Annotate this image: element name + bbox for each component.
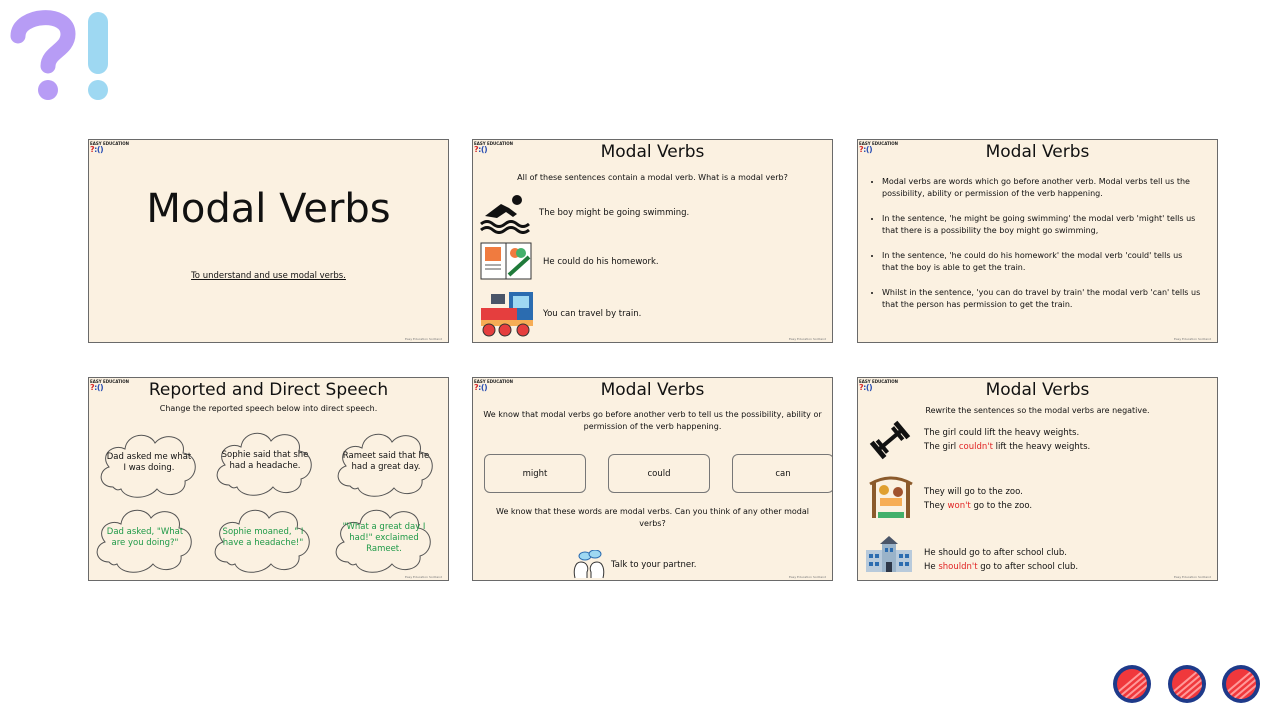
- slide-thumbnail-5[interactable]: [472, 377, 833, 581]
- list-item: [479, 238, 826, 286]
- slide-thumbnail-2[interactable]: [472, 139, 833, 343]
- zoo-icon: [866, 472, 916, 522]
- list-item: [479, 189, 826, 237]
- positive-sentence: They will go to the zoo.: [924, 487, 1023, 497]
- positive-sentence: The girl could lift the heavy weights.: [924, 428, 1080, 438]
- slide-title: Modal Verbs: [600, 380, 705, 400]
- slide-intro: We know that modal verbs go before another verb to tell us the possibility, ability or permission of the verb happening.: [483, 410, 822, 431]
- slide-footer: Easy Education Scotland: [789, 575, 826, 579]
- slide-subtitle: To understand and use modal verbs.: [191, 271, 346, 281]
- example-item: [924, 426, 1211, 454]
- slide-title: Modal Verbs: [985, 380, 1090, 400]
- list-item: [479, 290, 826, 338]
- reported-speech-cloud: Dad asked me what I was doing.: [95, 425, 203, 501]
- slide-thumbnail-3[interactable]: [857, 139, 1218, 343]
- decorative-dot: [1113, 665, 1151, 703]
- slide-footer: Easy Education Scotland: [405, 337, 442, 341]
- decorative-dot: [1222, 665, 1260, 703]
- slide-footer: Easy Education Scotland: [405, 575, 442, 579]
- negative-sentence: They won't go to the zoo.: [924, 501, 1033, 511]
- train-icon: [479, 290, 535, 338]
- example-item: [924, 546, 1211, 574]
- modal-word-card: could: [608, 454, 710, 493]
- modal-word-card: might: [484, 454, 586, 493]
- modal-word-card: can: [732, 454, 833, 493]
- homework-icon: [479, 241, 535, 283]
- slide-title: Reported and Direct Speech: [148, 380, 389, 400]
- sentence-text: You can travel by train.: [543, 309, 642, 319]
- brand-logo: EASY EDUCATION ?:(): [474, 141, 513, 154]
- school-icon: [864, 534, 914, 574]
- slide-footer: Easy Education Scotland: [1174, 337, 1211, 341]
- slide-thumbnail-6[interactable]: [857, 377, 1218, 581]
- dumbbell-icon: [868, 420, 912, 460]
- slide-footer: Easy Education Scotland: [1174, 575, 1211, 579]
- decorative-dot: [1168, 665, 1206, 703]
- bullet-item: • Whilst in the sentence, 'you can do travel by train' the modal verb 'can' tells us that the person has permission to get the train.: [882, 287, 1201, 311]
- talk-text: Talk to your partner.: [611, 560, 697, 570]
- negative-sentence: The girl couldn't lift the heavy weights.: [924, 442, 1091, 452]
- negative-sentence: He shouldn't go to after school club.: [924, 562, 1079, 572]
- direct-speech-cloud: "What a great day I had!" exclaimed Rameet.: [330, 500, 438, 576]
- slide-footer: Easy Education Scotland: [789, 337, 826, 341]
- slide-instruction: All of these sentences contain a modal verb. What is a modal verb?: [517, 173, 788, 182]
- brand-logo: EASY EDUCATION ?:(): [474, 379, 513, 392]
- brand-logo: EASY EDUCATION ?:(): [859, 141, 898, 154]
- swimmer-icon: [479, 192, 531, 234]
- direct-speech-cloud: Sophie moaned, " I have a headache!": [209, 500, 317, 576]
- talking-heads-icon: [571, 550, 607, 580]
- slide-thumbnail-1[interactable]: [88, 139, 449, 343]
- example-item: [924, 485, 1211, 513]
- slide-thumbnail-4[interactable]: [88, 377, 449, 581]
- bullet-list: [872, 176, 1201, 324]
- bullet-item: • In the sentence, 'he might be going swimming' the modal verb 'might' tells us that there is a possibility the boy might go swimming,: [882, 213, 1201, 237]
- sentence-text: He could do his homework.: [543, 257, 659, 267]
- brand-logo: EASY EDUCATION ?:(): [90, 141, 129, 154]
- brand-logo: EASY EDUCATION ?:(): [90, 379, 129, 392]
- reported-speech-cloud: Sophie said that she had a headache.: [211, 423, 319, 499]
- direct-speech-cloud: Dad asked, "What are you doing?": [91, 500, 199, 576]
- slide-instruction: Change the reported speech below into direct speech.: [159, 404, 378, 413]
- slide-title: Modal Verbs: [146, 186, 391, 232]
- question-exclaim-logo: [10, 6, 120, 106]
- slide-title: Modal Verbs: [985, 142, 1090, 162]
- talk-prompt: [571, 550, 697, 580]
- slide-question: We know that these words are modal verbs. Can you think of any other modal verbs?: [496, 507, 809, 528]
- sentence-text: The boy might be going swimming.: [539, 208, 690, 218]
- slide-instruction: Rewrite the sentences so the modal verbs are negative.: [925, 406, 1150, 415]
- slide-title: Modal Verbs: [600, 142, 705, 162]
- brand-logo: EASY EDUCATION ?:(): [859, 379, 898, 392]
- reported-speech-cloud: Rameet said that he had a great day.: [332, 424, 440, 500]
- positive-sentence: He should go to after school club.: [924, 548, 1068, 558]
- bullet-item: • In the sentence, 'he could do his homework' the modal verb 'could' tells us that the boy is able to get the train.: [882, 250, 1201, 274]
- bullet-item: • Modal verbs are words which go before another verb. Modal verbs tell us the possibility, ability or permission of the verb happening.: [882, 176, 1201, 200]
